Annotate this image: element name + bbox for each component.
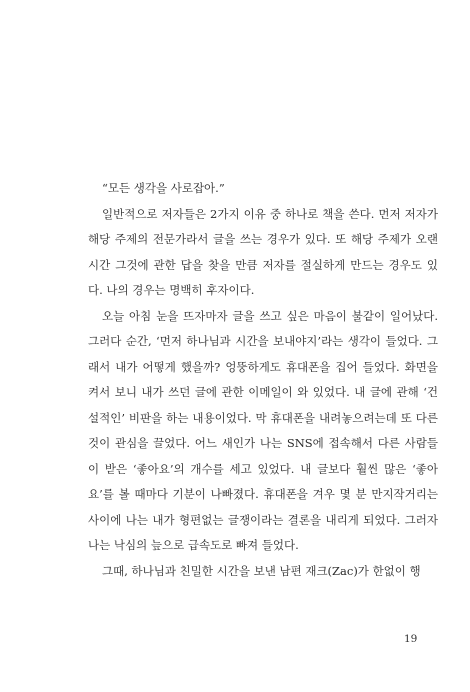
paragraph-authors-reasons: 일반적으로 저자들은 2가지 이유 중 하나로 책을 쓴다. 먼저 저자가 해당 주제의 전문가라서 글을 쓰는 경우가 있다. 또 해당 주제가 오랜 시간 그것에 관한 답을 찾을 만큼 저자를 절실하게 만드는 경우도 있다. 나의 경우는 명백히 후자이다. [88, 206, 438, 297]
paragraph-quote: “모든 생각을 사로잡아.” [102, 181, 225, 195]
paragraph-morning-story: 오늘 아침 눈을 뜨자마자 글을 쓰고 싶은 마음이 불같이 일어났다. 그러다 순간, ‘먼저 하나님과 시간을 보내야지’라는 생각이 들었다. 그래서 내가 어떻게 했을까? 엉뚱하게도 휴대폰을 집어 들었다. 화면을 켜서 보니 내가 쓰던 글에 관한 이메일이 와 있었다. 내 글에 관해 ‘건설적인’ 비판을 하는 내용이었다. 막 휴대폰을 내려놓으려는데 또 다른 것이 관심을 끌었다. 어느 새인가 나는 SNS에 접속해서 다른 사람들이 받은 ‘좋아요’의 개수를 세고 있었다. 내 글보다 훨씬 많은 ‘좋아요’를 볼 때마다 기분이 나빠졌다. 휴대폰을 겨우 몇 분 만지작거리는 사이에 나는 내가 형편없는 글쟁이라는 결론을 내리게 되었다. 그러자 나는 낙심의 늪으로 급속도로 빠져 들었다. [88, 308, 438, 552]
paragraph-husband: 그때, 하나님과 친밀한 시간을 보낸 남편 재크(Zac)가 한없이 행 [102, 563, 421, 578]
body-text [88, 176, 438, 584]
page-number: 19 [404, 633, 418, 645]
